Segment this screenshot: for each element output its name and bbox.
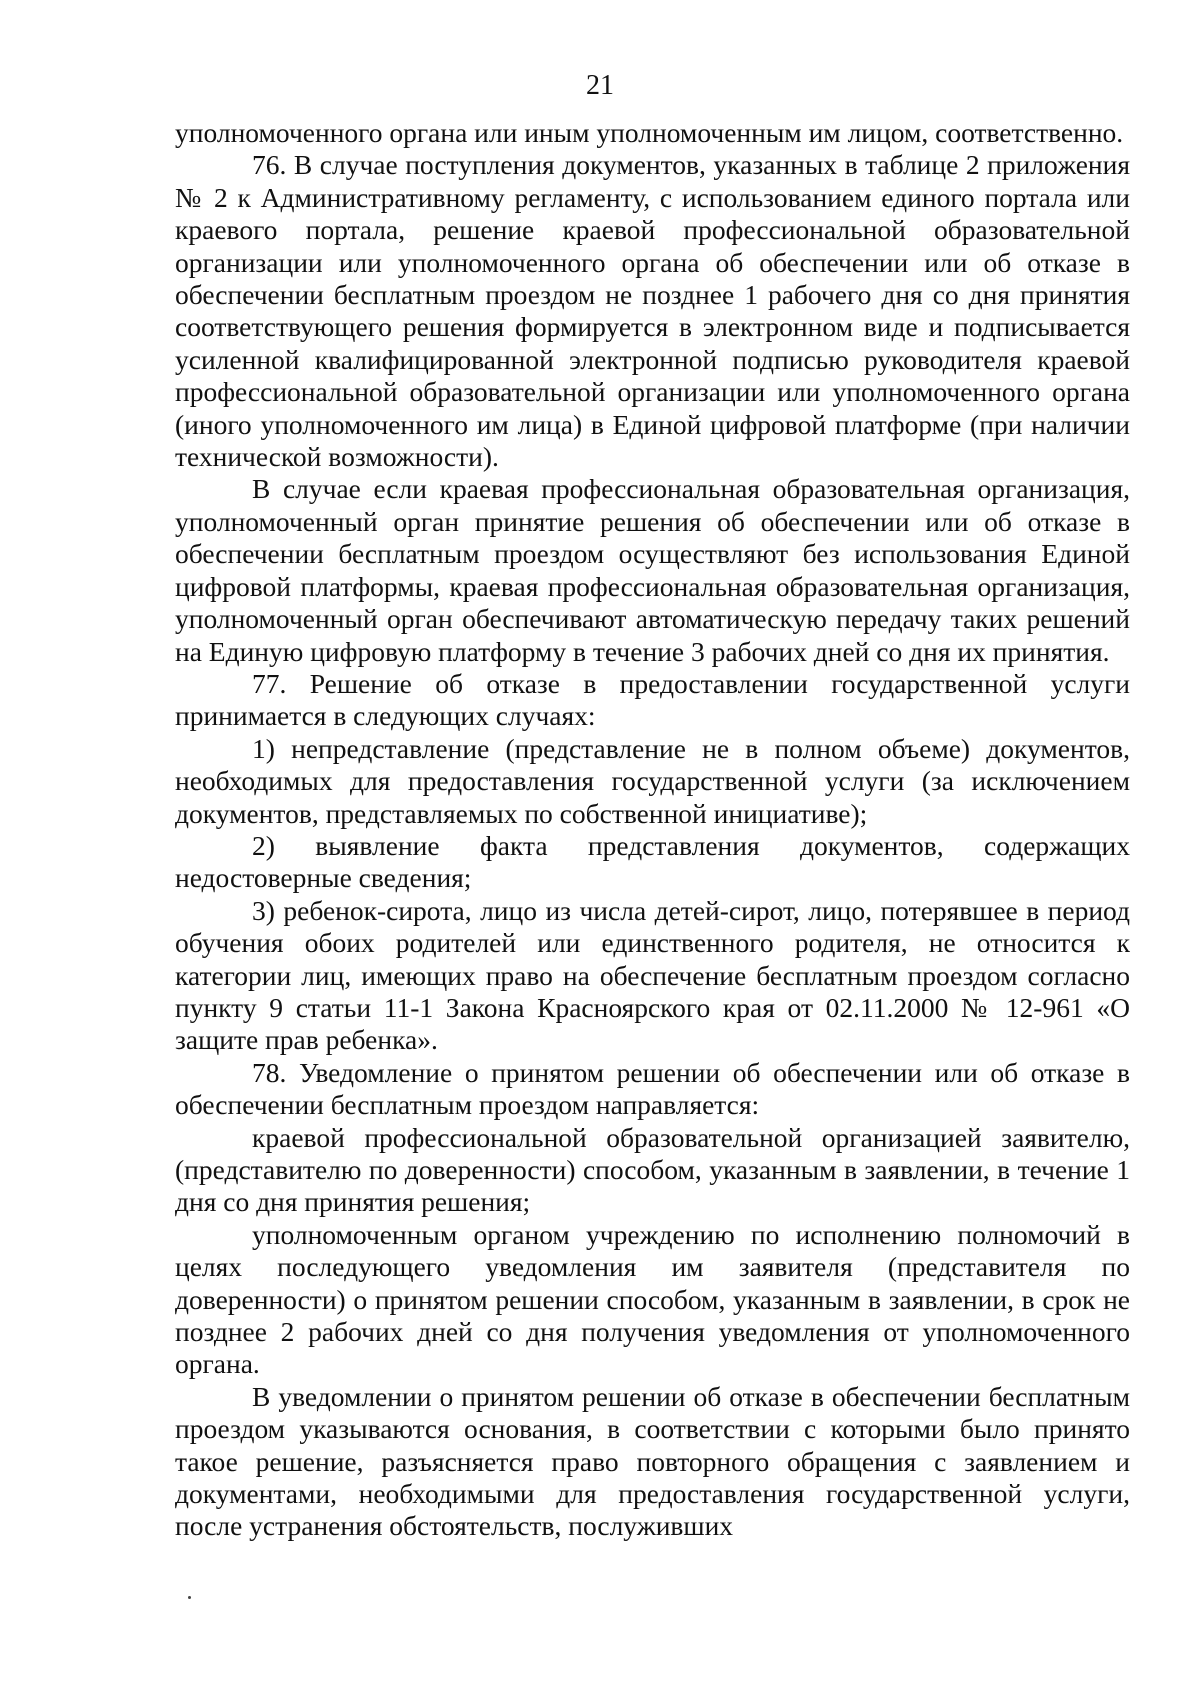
paragraph-77: 77. Решение об отказе в предоставлении государственной услуги принимается в следующих случаях: xyxy=(175,667,1130,732)
list-item-3: 3) ребенок-сирота, лицо из числа детей-сирот, лицо, потерявшее в период обучения обоих родителей или единственного родителя, не относится к категории лиц, имеющих право на обеспечение бесплатным проездом согласно пункту 9 статьи 11-1 Закона Красноярского края от 02.11.2000 № 12-961 «О защите прав ребенка». xyxy=(175,894,1130,1056)
document-body xyxy=(175,117,1130,1543)
paragraph-continuation: уполномоченного органа или иным уполномоченным им лицом, соответственно. xyxy=(175,117,1124,148)
notification-by-authority: уполномоченным органом учреждению по исполнению полномочий в целях последующего уведомления им заявителя (представителя по доверенности) о принятом решении способом, указанным в заявлении, в срок не позднее 2 рабочих дней со дня получения уведомления от уполномоченного органа. xyxy=(175,1218,1130,1380)
scan-speck xyxy=(188,1596,191,1599)
paragraph-refusal-notice: В уведомлении о принятом решении об отказе в обеспечении бесплатным проездом указываются основания, в соответствии с которыми было принято такое решение, разъясняется право повторного обращения с заявлением и документами, необходимыми для предоставления государственной услуги, после устранения обстоятельств, послуживших xyxy=(175,1380,1130,1542)
list-item-1: 1) непредставление (представление не в полном объеме) документов, необходимых для предоставления государственной услуги (за исключением документов, представляемых по собственной инициативе); xyxy=(175,732,1130,829)
paragraph-76-platform: В случае если краевая профессиональная образовательная организация, уполномоченный орган принятие решения об обеспечении или об отказе в обеспечении бесплатным проездом осуществляют без использования Единой цифровой платформы, краевая профессиональная образовательная организация, уполномоченный орган обеспечивают автоматическую передачу таких решений на Единую цифровую платформу в течение 3 рабочих дней со дня их принятия. xyxy=(175,473,1130,667)
notification-by-organization: краевой профессиональной образовательной организацией заявителю, (представителю по доверенности) способом, указанным в заявлении, в течение 1 дня со дня принятия решения; xyxy=(175,1121,1130,1218)
paragraph-78: 78. Уведомление о принятом решении об обеспечении или об отказе в обеспечении бесплатным проездом направляется: xyxy=(175,1056,1130,1121)
page-number: 21 xyxy=(586,70,614,101)
list-item-2: 2) выявление факта представления документов, содержащих недостоверные сведения; xyxy=(175,829,1130,894)
paragraph-76: 76. В случае поступления документов, указанных в таблице 2 приложения № 2 к Административному регламенту, с использованием единого портала или краевого портала, решение краевой профессиональной образовательной организации или уполномоченного органа об обеспечении или об отказе в обеспечении бесплатным проездом не позднее 1 рабочего дня со дня принятия соответствующего решения формируется в электронном виде и подписывается усиленной квалифицированной электронной подписью руководителя краевой профессиональной образовательной организации или уполномоченного органа (иного уполномоченного им лица) в Единой цифровой платформе (при наличии технической возможности). xyxy=(175,149,1130,473)
